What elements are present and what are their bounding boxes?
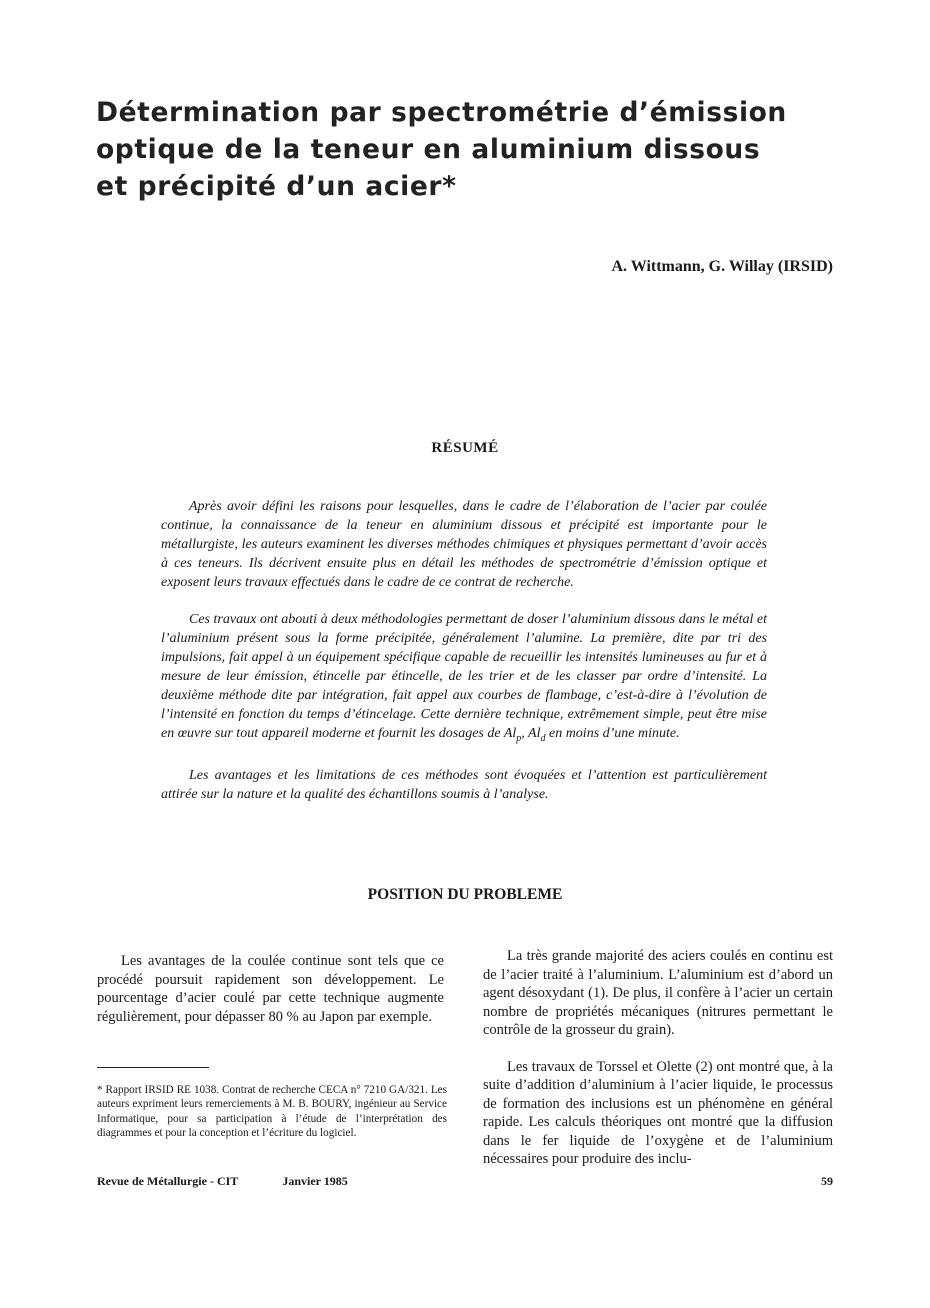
abstract-paragraph-2-end: en moins d’une minute. (545, 726, 680, 741)
subscript-d: d (540, 732, 546, 744)
abstract-paragraph-2-text: Ces travaux ont abouti à deux méthodologies permettant de doser l’aluminium dissous dans le métal et l’aluminium présent sous la forme précipitée, généralement l’alumine. La première, dite par tri des impulsions, fait appel à un équipement spécifique capable de recueillir les intensités lumineuses au fur et à mesure de leur émission, étincelle par étincelle, de les trier et de les classer par ordre d’intensité. La deuxième méthode dite par intégration, fait appel aux courbes de flambage, c’est-à-dire à l’évolution de l’intensité en fonction du temps d’étincelage. Cette dernière technique, extrêmement simple, peut être mise en œuvre sur tout appareil moderne et fournit les dosages de Al (161, 612, 767, 741)
abstract-paragraph-3: Les avantages et les limitations de ces méthodes sont évoquées et l’attention est particulièrement attirée sur la nature et la qualité des échantillons soumis à l’analyse. (161, 767, 767, 802)
title-line-1: Détermination par spectrométrie d’émission (96, 97, 787, 128)
article-title (96, 94, 816, 205)
journal-name: Revue de Métallurgie - CIT (97, 1174, 239, 1188)
title-line-3: et précipité d’un acier* (96, 171, 457, 202)
footnote: * Rapport IRSID RE 1038. Contrat de recherche CECA n° 7210 GA/321. Les auteurs expriment leurs remerciements à M. B. BOURY, ingénieur au Service Informatique, pour sa participation à l’étude de l’interprétation des diagrammes et pour la conception et l’écriture du logiciel. (97, 1084, 447, 1139)
left-column (97, 952, 444, 1044)
subscript-p: p (516, 732, 522, 744)
issue-date: Janvier 1985 (282, 1174, 348, 1188)
title-line-2: optique de la teneur en aluminium dissous (96, 134, 761, 165)
separator-text: , Al (521, 726, 541, 741)
page-number: 59 (821, 1174, 833, 1188)
right-column (483, 947, 833, 1187)
section-heading: POSITION DU PROBLEME (367, 886, 563, 903)
footer-journal-info (97, 1174, 348, 1189)
abstract-paragraph-1: Après avoir défini les raisons pour lesquelles, dans le cadre de l’élaboration de l’acier par coulée continue, la connaissance de la teneur en aluminium dissous et précipité est importante pour le métallurgiste, les auteurs examinent les diverses méthodes chimiques et physiques permettant d’avoir accès à ces teneurs. Ils décrivent ensuite plus en détail les méthodes de spectrométrie d’émission optique et exposent leurs travaux effectués dans le cadre de ce contrat de recherche. (161, 499, 767, 590)
authors: A. Wittmann, G. Willay (IRSID) (611, 258, 833, 275)
resume-heading: RÉSUMÉ (431, 440, 499, 456)
abstract-paragraph-2 (161, 610, 767, 748)
right-paragraph-1: La très grande majorité des aciers coulés en continu est de l’acier traité à l’aluminium. L’aluminium est d’abord un agent désoxydant (1). De plus, il confère à l’acier un certain nombre de propriétés mécaniques (nitrures permettant le contrôle de la grosseur du grain). (483, 948, 833, 1038)
footnote-rule (97, 1067, 209, 1068)
abstract (161, 497, 767, 822)
left-paragraph-1: Les avantages de la coulée continue sont tels que ce procédé poursuit rapidement son développement. Le pourcentage d’acier coulé par cette technique augmente régulièrement, pour dépasser 80 % au Japon par exemple. (97, 953, 444, 1025)
right-paragraph-2: Les travaux de Torssel et Olette (2) ont montré que, à la suite d’addition d’aluminium à l’acier liquide, le processus de formation des inclusions est un phénomène en général rapide. Les calculs théoriques ont montré que la diffusion dans le fer liquide de l’oxygène et de l’aluminium nécessaires pour produire des inclu- (483, 1058, 833, 1167)
